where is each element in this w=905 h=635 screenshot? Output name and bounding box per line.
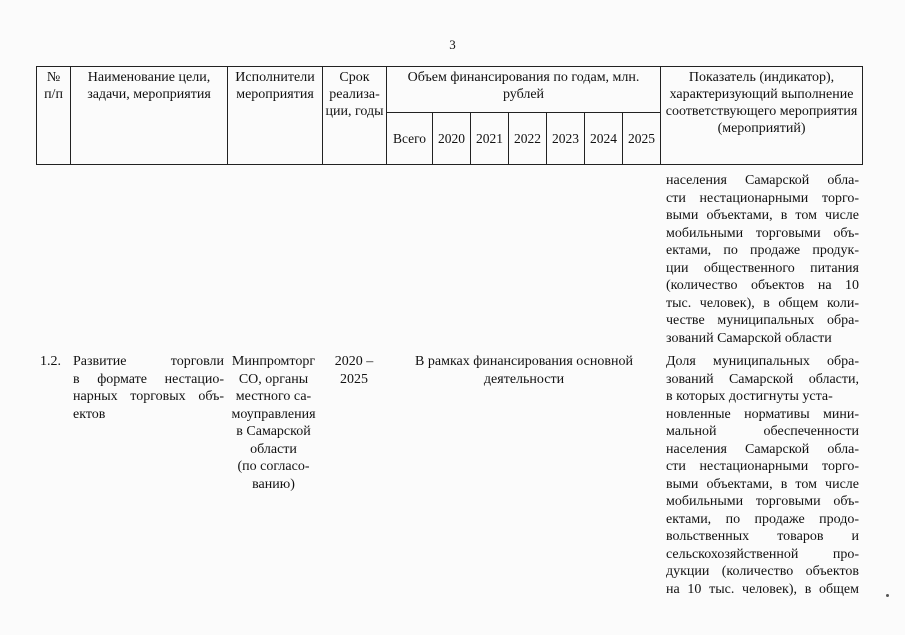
header-total: Всего bbox=[387, 113, 433, 165]
scan-speck bbox=[886, 594, 889, 597]
row-executors: Минпромторг СО, органы местного са- моуправления в Самарской области (по согласо- ванию) bbox=[231, 354, 316, 492]
header-year: 2020 bbox=[433, 113, 471, 165]
row-name: Развитие торговли в формате нестацио- нарных торговых объ- ектов bbox=[73, 354, 224, 422]
header-year: 2022 bbox=[509, 113, 547, 165]
row-funding: В рамках финансирования основной деятельности bbox=[415, 354, 633, 387]
header-year: 2025 bbox=[623, 113, 661, 165]
page-number: 3 bbox=[449, 37, 456, 52]
table-header bbox=[36, 66, 863, 165]
header-indicator: Показатель (индикатор), характеризующий выполнение соответствующего мероприятия (мероприятий) bbox=[661, 67, 863, 165]
header-term: Срок реализа-ции, годы bbox=[323, 67, 387, 165]
header-executors: Исполнители мероприятия bbox=[228, 67, 323, 165]
header-year: 2024 bbox=[585, 113, 623, 165]
row-indicator: Доля муниципальных обра- зований Самарской области, в которых достигнуты уста- новленные нормативы мини- мальной обеспеченности населения Самарской обла- сти нестационарными торго- выми объектами, в том числе мобильными торговыми объ- ектами, по продаже продо- вольственных товаров и сельскохозяйственной про- дукции (количество объектов на 10 тыс. человек), в общем bbox=[666, 354, 859, 597]
header-num: № п/п bbox=[37, 67, 71, 165]
row-number: 1.2. bbox=[40, 354, 61, 369]
header-year: 2023 bbox=[547, 113, 585, 165]
continued-indicator-text: населения Самарской обла- сти нестационарными торго- выми объектами, в том числе мобильными торговыми объ- ектами, по продаже продук- ции общественного питания (количество объектов на 10 тыс. человек), в общем коли- честве муниципальных обра- зований Самарской области bbox=[666, 173, 859, 346]
header-name: Наименование цели, задачи, мероприятия bbox=[71, 67, 228, 165]
row-term: 2020 – 2025 bbox=[334, 354, 374, 387]
header-funding: Объем финансирования по годам, млн. рублей bbox=[387, 67, 661, 113]
header-year: 2021 bbox=[471, 113, 509, 165]
